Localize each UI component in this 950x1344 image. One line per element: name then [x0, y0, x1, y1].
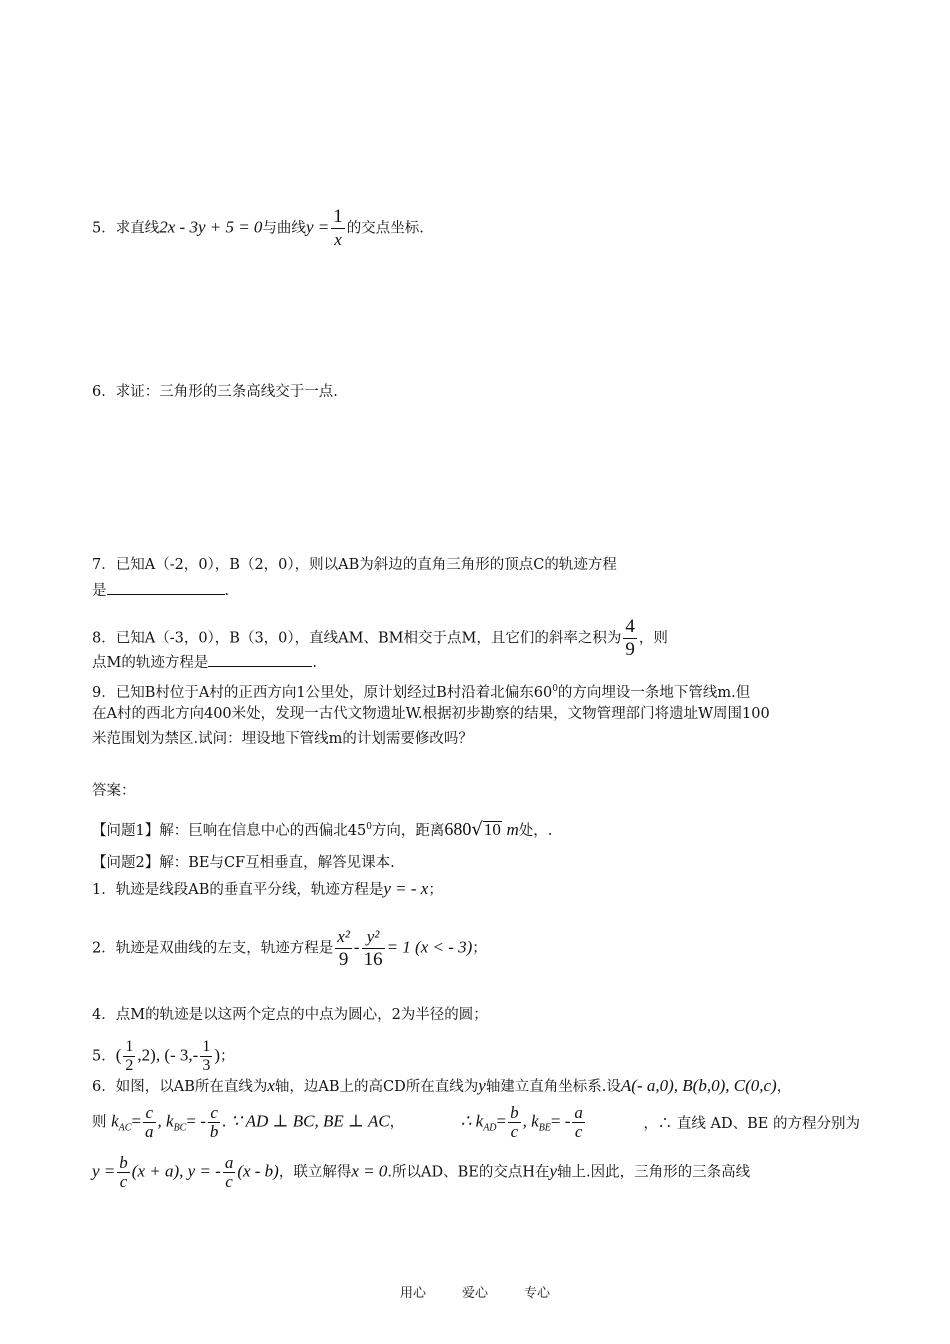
- answer-6-line-3: y = $\frac{b}{c}$ (x + a), y = - $\frac{a}{c}$ (x - b)，联立解得x = 0.所以AD、BE的交点H在y轴上.因此，三角形的三条高线: [92, 1153, 751, 1191]
- footer-word-1: 用心: [399, 1286, 426, 1301]
- q8-fraction: $\frac{4}{9}$: [625, 616, 635, 660]
- question-8-line-1: 8．已知A（-3，0），B（3，0），直线AM、BM相交于点M，且它们的斜率之积为 $\frac{4}{9}$ ，则: [92, 616, 668, 660]
- question-5: [92, 206, 424, 251]
- page-footer: [0, 1282, 950, 1301]
- answer-5: 5．( $\frac{1}{2}$ ,2), (- 3,- $\frac{1}{3}$ )；: [92, 1038, 235, 1074]
- footer-word-3: 专心: [524, 1286, 551, 1301]
- answer-6-line-2: 则 $k_{AC}=$ $\frac{c}{a}$ , $k_{BC}=$ - $\frac{c}{b}$ . ∵ AD ⊥ BC, BE ⊥ AC， ∴ $k_{AD}=$ $\frac{b}{c}$ , $k_{BE}=$ - $\frac{a}{c}$ ，∴ 直线 AD、BE 的方程分别为: [92, 1103, 860, 1141]
- question-7-line-1: 7．已知A（-2，0），B（2，0），则以AB为斜边的直角三角形的顶点C的轨迹方程: [92, 557, 617, 573]
- footer-word-2: 爱心: [461, 1286, 488, 1301]
- answer-problem-2: 【问题2】解：BE与CF互相垂直，解答见课本.: [92, 855, 395, 871]
- answer-6-line-1: 6．如图，以AB所在直线为x轴，边AB上的高CD所在直线为y轴建立直角坐标系.设A(- a,0), B(b,0), C(0,c)，: [92, 1076, 792, 1095]
- question-7-line-2: 是 .: [92, 580, 229, 602]
- q5-fraction: $\frac{1}{x}$: [333, 206, 343, 249]
- answer-1: 1．轨迹是线段AB的垂直平分线，轨迹方程是y = - x；: [92, 879, 443, 898]
- q5-number: 5．求直线: [92, 220, 160, 237]
- question-8-line-2: 点M的轨迹方程是 .: [92, 652, 317, 674]
- q8-answer-blank: [208, 652, 312, 667]
- a5-fraction-1: $\frac{1}{2}$: [125, 1038, 134, 1074]
- answer-4: 4．点M的轨迹是以这两个定点的中点为圆心，2为半径的圆；: [92, 1007, 488, 1023]
- q5-text: 与曲线: [262, 220, 306, 237]
- question-9-line-2: 在A村的西北方向400米处，发现一古代文物遗址W.根据初步勘察的结果，文物管理部门将遗址W周围100: [92, 706, 770, 722]
- a5-fraction-2: $\frac{1}{3}$: [202, 1038, 211, 1074]
- answer-2: 2．轨迹是双曲线的左支，轨迹方程是 $\frac{\text{x²}}{9}$ - $\frac{\text{y²}}{16}$ = 1 (x < - 3)；: [92, 927, 487, 970]
- a2-fraction-1: $\frac{\text{x²}}{9}$: [337, 927, 350, 970]
- answer-problem-1: 【问题1】解：巨响在信息中心的西偏北$45^0$方向，距离680√10 m处，.: [92, 818, 553, 840]
- q5-curve-lhs: y =: [305, 217, 330, 237]
- question-9-line-3: 米范围划为禁区.试问：埋设地下管线m的计划需要修改吗？: [92, 731, 473, 747]
- q7-answer-blank: [107, 580, 225, 595]
- answers-title: 答案：: [92, 783, 136, 799]
- sqrt-radicand: 10: [483, 819, 501, 839]
- question-6: 6．求证：三角形的三条高线交于一点.: [92, 384, 338, 400]
- q5-end: 的交点坐标.: [346, 220, 424, 237]
- a2-fraction-2: $\frac{\text{y²}}{16}$: [363, 927, 383, 970]
- question-9-line-1: 9．已知B村位于A村的正西方向1公里处，原计划经过B村沿着北偏东$60^0$的方向埋设一条地下管线m.但: [92, 684, 751, 701]
- q5-line-equation: 2x - 3y + 5 = 0: [159, 217, 263, 237]
